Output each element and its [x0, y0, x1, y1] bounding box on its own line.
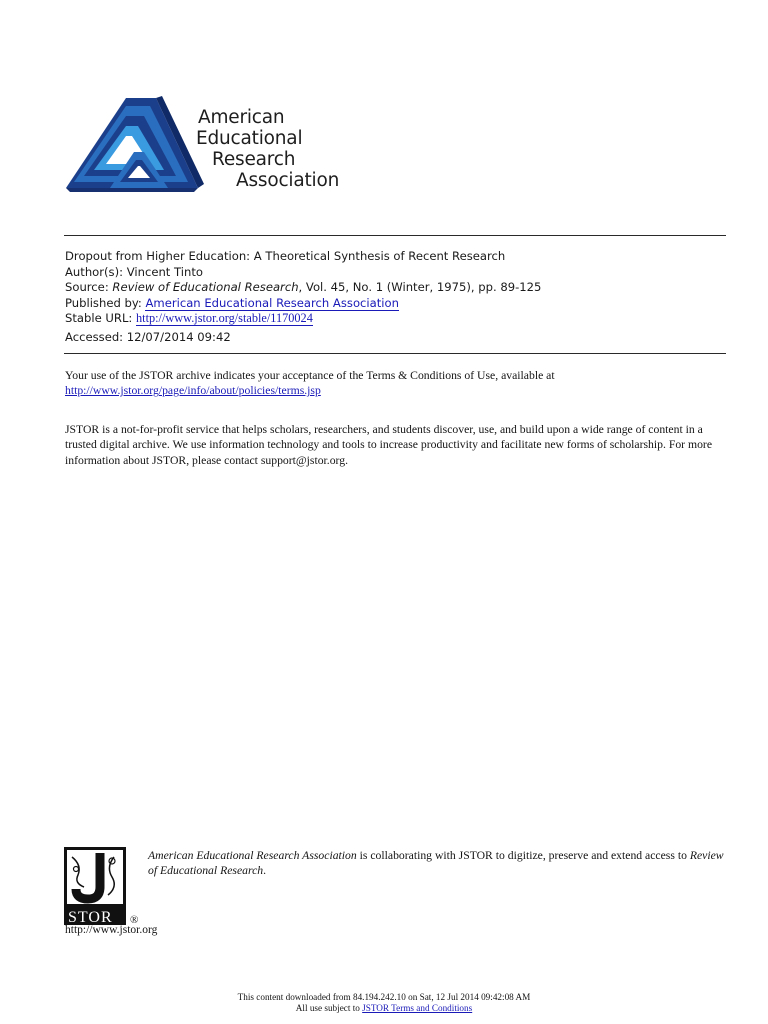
footer-terms-line [0, 1003, 768, 1014]
jstor-url[interactable]: http://www.jstor.org [65, 924, 158, 936]
jstor-registered-mark: ® [130, 914, 139, 926]
collab-journal: Review of Educational Research [148, 849, 724, 878]
logo-line-1: American [198, 107, 285, 128]
collab-middle: is collaborating with JSTOR to digitize, preserve and extend access to [356, 849, 690, 862]
footer-terms-prefix: All use subject to [295, 1003, 363, 1013]
collab-org: American Educational Research Association [148, 849, 357, 862]
footer-terms-link[interactable]: JSTOR Terms and Conditions [362, 1003, 473, 1013]
source-suffix: , Vol. 45, No. 1 (Winter, 1975), pp. 89-125 [298, 280, 542, 295]
source-line [65, 280, 541, 296]
terms-text: Your use of the JSTOR archive indicates your acceptance of the Terms & Conditions of Use, available at [65, 369, 555, 382]
aera-logo-text [198, 107, 339, 191]
publisher-line [65, 296, 541, 312]
aera-logo [64, 92, 356, 196]
logo-line-3: Research [212, 149, 296, 170]
source-prefix: Source: [65, 280, 113, 295]
stable-url-link[interactable]: http://www.jstor.org/stable/1170024 [136, 311, 313, 326]
collaboration-note [148, 848, 728, 879]
jstor-logo-icon [64, 847, 146, 927]
article-title: Dropout from Higher Education: A Theoretical Synthesis of Recent Research [65, 249, 506, 263]
aera-triangle-logo-icon [64, 92, 204, 196]
terms-url-link[interactable]: http://www.jstor.org/page/info/about/policies/terms.jsp [65, 384, 321, 398]
top-divider [64, 235, 726, 236]
download-footer [0, 992, 768, 1014]
middle-divider [64, 353, 726, 354]
stable-url-label: Stable URL: [65, 311, 137, 326]
logo-line-4: Association [236, 170, 340, 191]
collab-end: . [263, 864, 267, 878]
published-label: Published by: [65, 295, 146, 310]
author-line: Author(s): Vincent Tinto [65, 264, 203, 279]
about-jstor-paragraph: JSTOR is a not-for-profit service that helps scholars, researchers, and students discover, use, and build upon a wide range of content in a trusted digital archive. We use information technology and tools to increase productivity and facilitate new forms of scholarship. For more information about JSTOR, please contact support@jstor.org. [65, 423, 713, 467]
publisher-link[interactable]: American Educational Research Association [145, 295, 399, 310]
jstor-logo-word: STOR [68, 909, 113, 926]
citation-block [65, 249, 541, 346]
accessed-line: Accessed: 12/07/2014 09:42 [65, 329, 231, 344]
footer-download-line: This content downloaded from 84.194.242.10 on Sat, 12 Jul 2014 09:42:08 AM [237, 992, 531, 1002]
stable-url-line [65, 311, 541, 327]
logo-line-2: Educational [196, 128, 303, 149]
terms-paragraph [65, 368, 725, 399]
source-journal: Review of Educational Research [112, 280, 299, 295]
